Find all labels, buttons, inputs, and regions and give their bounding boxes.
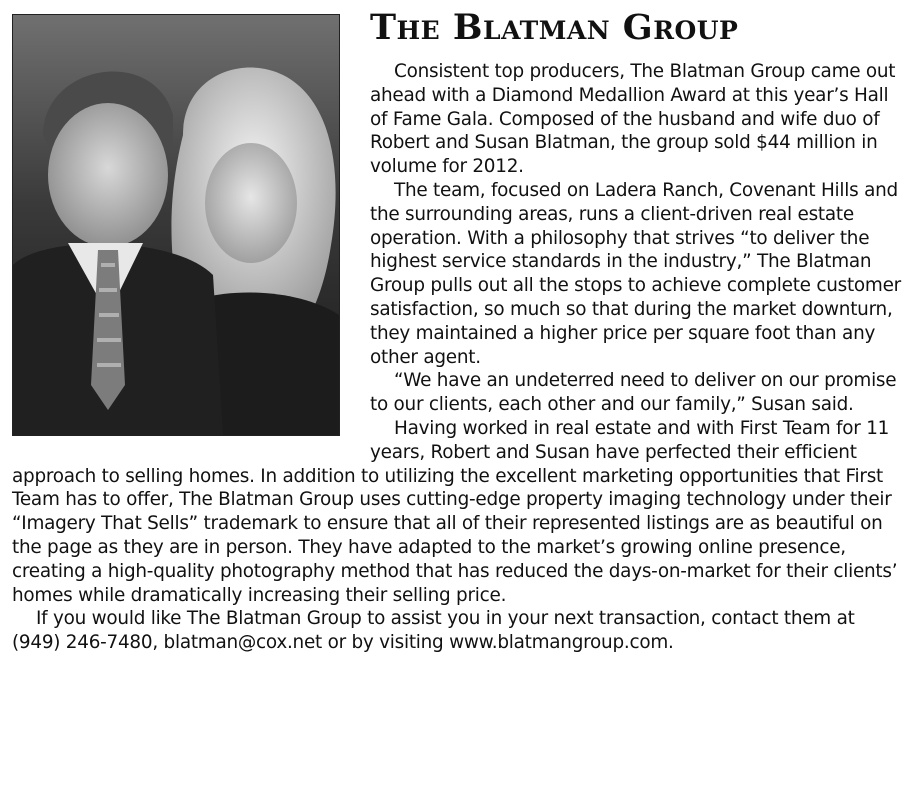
article-paragraph: Consistent top producers, The Blatman Group came out ahead with a Diamond Medallion Award at this year’s Hall of Fame Gala. Composed of the husband and wife duo of Robert and Susan Blatman, the group sold $44 million in volume for 2012. <box>370 61 896 178</box>
article-paragraph: Having worked in real estate and with First Team for 11 years, Robert and Susan have perfected their efficient approach to selling homes. In addition to utilizing the excellent marketing opportunities that First Team has to offer, The Blatman Group uses cutting-edge property imaging technology under their “Imagery That Sells” trademark to ensure that all of their represented listings are as beautiful on the page as they are in person. They have adapted to the market’s growing online presence, creating a high-quality photography method that has reduced the days-on-market for their clients’ homes while dramatically increasing their selling price. <box>12 417 898 606</box>
portrait-photo <box>12 14 340 436</box>
article-title: The Blatman Group <box>370 7 739 48</box>
portrait-illustration <box>13 15 339 435</box>
article-paragraph: If you would like The Blatman Group to assist you in your next transaction, contact them at (949) 246-7480, blatman@cox.net or by visiting www.blatmangroup.com. <box>12 608 855 654</box>
article-paragraph: The team, focused on Ladera Ranch, Covenant Hills and the surrounding areas, runs a client-driven real estate operation. With a philosophy that strives “to deliver the highest service standards in the industry,” The Blatman Group pulls out all the stops to achieve complete customer satisfaction, so much so that during the market downturn, they maintained a higher price per square foot than any other agent. <box>370 179 901 368</box>
article <box>12 8 908 798</box>
article-paragraph: “We have an undeterred need to deliver on our promise to our clients, each other and our family,” Susan said. <box>370 370 897 416</box>
